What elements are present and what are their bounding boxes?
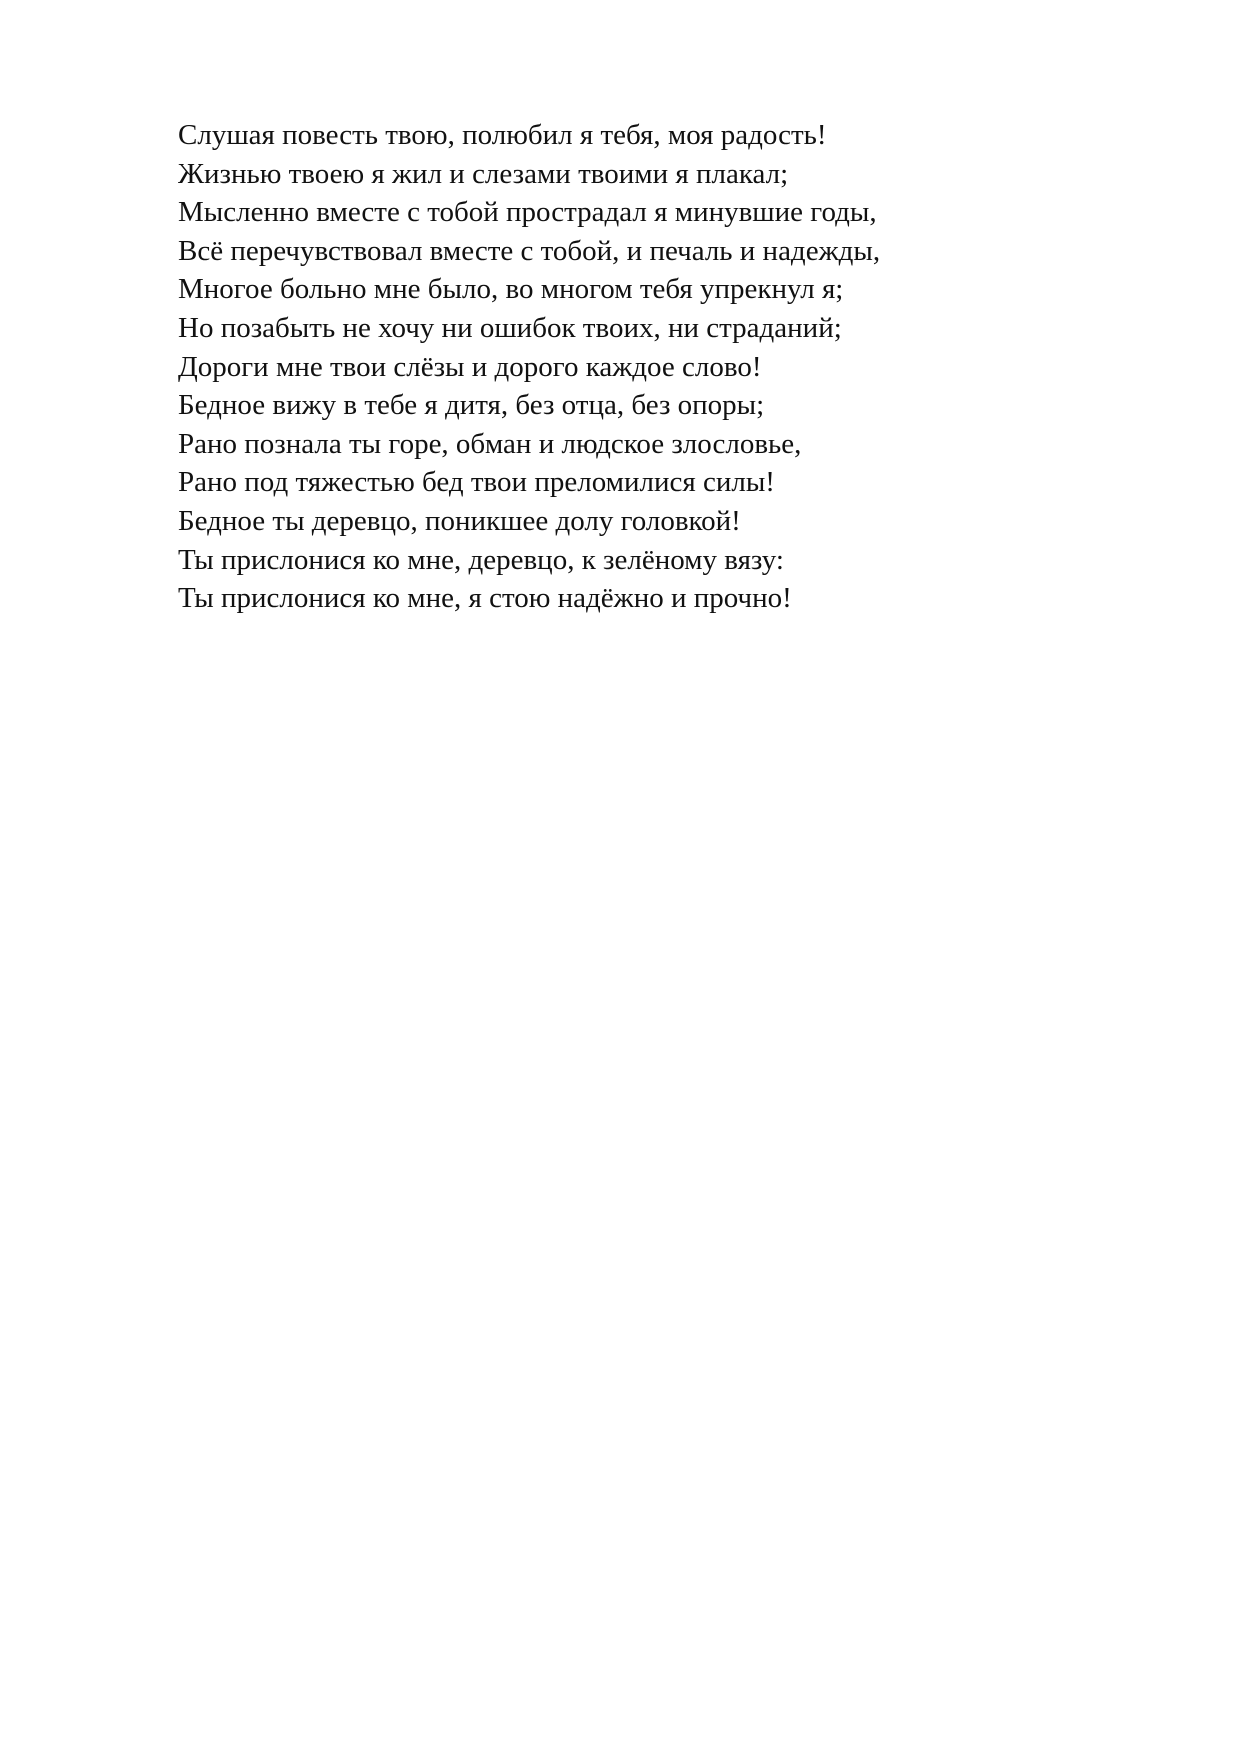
poem-text bbox=[178, 116, 1078, 618]
poem-line: Ты прислонися ко мне, деревцо, к зелёному вязу: bbox=[178, 543, 784, 576]
poem-line: Дороги мне твои слёзы и дорого каждое слово! bbox=[178, 350, 762, 383]
poem-line: Но позабыть не хочу ни ошибок твоих, ни страданий; bbox=[178, 311, 842, 344]
poem-line: Рано познала ты горе, обман и людское злословье, bbox=[178, 427, 802, 460]
poem-line: Жизнью твоею я жил и слезами твоими я плакал; bbox=[178, 157, 789, 190]
poem-line: Бедное вижу в тебе я дитя, без отца, без опоры; bbox=[178, 389, 765, 422]
poem-line: Мысленно вместе с тобой прострадал я минувшие годы, bbox=[178, 196, 877, 229]
poem-line: Рано под тяжестью бед твои преломилися силы! bbox=[178, 466, 775, 499]
poem-line: Бедное ты деревцо, поникшее долу головкой! bbox=[178, 504, 741, 537]
poem-line: Всё перечувствовал вместе с тобой, и печаль и надежды, bbox=[178, 234, 881, 267]
poem-line: Ты прислонися ко мне, я стою надёжно и прочно! bbox=[178, 582, 792, 615]
poem-line: Слушая повесть твою, полюбил я тебя, моя радость! bbox=[178, 119, 827, 151]
poem-line: Многое больно мне было, во многом тебя упрекнул я; bbox=[178, 273, 844, 306]
